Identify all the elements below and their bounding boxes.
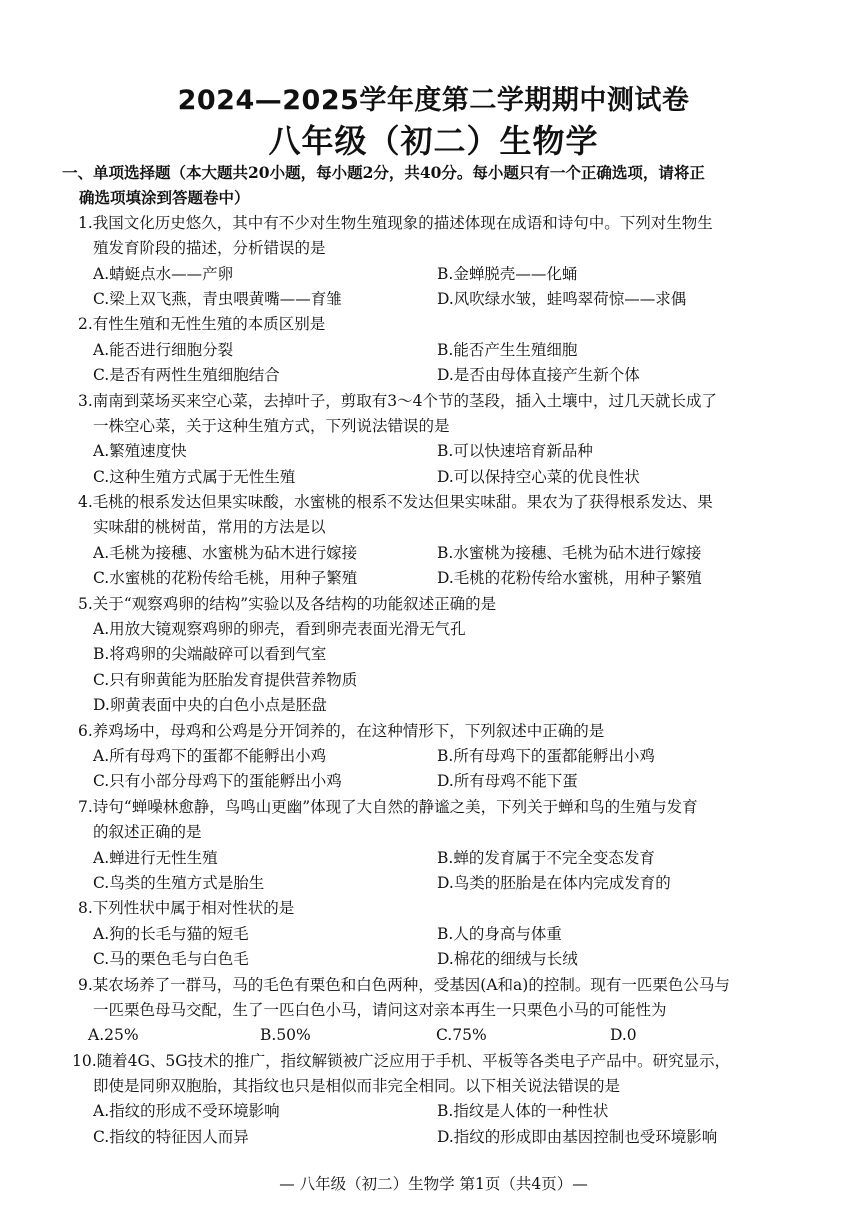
question-stem: 9.某农场养了一群马，马的毛色有栗色和白色两种，受基因(A和a)的控制。现有一匹栗色公马与 xyxy=(78,975,730,994)
option-b: B.人的身高与体重 xyxy=(437,924,562,943)
option-row xyxy=(0,1125,867,1150)
option-row xyxy=(0,744,867,769)
option-row xyxy=(0,262,867,287)
option-d: D.可以保持空心菜的优良性状 xyxy=(437,467,640,486)
question-stem: 1.我国文化历史悠久，其中有不少对生物生殖现象的描述体现在成语和诗句中。下列对生物生 xyxy=(78,213,713,232)
exam-subtitle: 八年级（初二）生物学 xyxy=(268,122,599,160)
section-heading: 一、单项选择题（本大题共20小题，每小题2分，共40分。每小题只有一个正确选项，请将正 xyxy=(62,163,705,182)
option-row xyxy=(0,1099,867,1124)
option-d: D.卵黄表面中央的白色小点是胚盘 xyxy=(93,696,327,715)
question-3 xyxy=(0,389,867,491)
option-b: B.所有母鸡下的蛋都能孵出小鸡 xyxy=(437,746,655,765)
option-a: A.所有母鸡下的蛋都不能孵出小鸡 xyxy=(93,746,327,765)
option-a: A.25% xyxy=(88,1026,139,1045)
option-row xyxy=(0,541,867,566)
question-8 xyxy=(0,896,867,972)
option-a: A.指纹的形成不受环境影响 xyxy=(93,1102,280,1121)
question-stem-cont: 殖发育阶段的描述，分析错误的是 xyxy=(93,239,326,258)
question-5 xyxy=(0,592,867,719)
option-a: A.繁殖速度快 xyxy=(93,442,187,461)
question-stem: 6.养鸡场中，母鸡和公鸡是分开饲养的，在这种情形下，下列叙述中正确的是 xyxy=(78,721,605,740)
option-a: A.毛桃为接穗、水蜜桃为砧木进行嫁接 xyxy=(93,543,358,562)
option-c: C.梁上双飞燕，青虫喂黄嘴——育雏 xyxy=(93,289,342,308)
option-c: C.鸟类的生殖方式是胎生 xyxy=(93,873,265,892)
question-4 xyxy=(0,490,867,592)
option-row xyxy=(0,439,867,464)
option-c: C.指纹的特征因人而异 xyxy=(93,1127,249,1146)
question-stem-cont: 一匹栗色母马交配，生了一匹白色小马，请问这对亲本再生一只栗色小马的可能性为 xyxy=(93,1000,667,1019)
question-stem: 2.有性生殖和无性生殖的本质区别是 xyxy=(78,315,326,334)
option-b: B.蝉的发育属于不完全变态发育 xyxy=(437,848,655,867)
question-stem-cont: 一株空心菜，关于这种生殖方式，下列说法错误的是 xyxy=(93,416,450,435)
option-d: D.棉花的细绒与长绒 xyxy=(437,950,578,969)
option-row xyxy=(0,1023,867,1048)
option-c: C.只有小部分母鸡下的蛋能孵出小鸡 xyxy=(93,772,342,791)
option-row xyxy=(0,338,867,363)
option-b: B.将鸡卵的尖端敲碎可以看到气室 xyxy=(93,645,327,664)
question-stem: 7.诗句“蝉噪林愈静，鸟鸣山更幽”体现了大自然的静谧之美，下列关于蝉和鸟的生殖与发育 xyxy=(78,797,698,816)
option-b: B.水蜜桃为接穗、毛桃为砧木进行嫁接 xyxy=(437,543,702,562)
option-d: D.指纹的形成即由基因控制也受环境影响 xyxy=(437,1127,718,1146)
page-footer: — 八年级（初二）生物学 第1页（共4页）— xyxy=(279,1175,588,1193)
option-b: B.金蝉脱壳——化蛹 xyxy=(437,264,578,283)
option-d: D.是否由母体直接产生新个体 xyxy=(437,366,640,385)
option-a: A.狗的长毛与猫的短毛 xyxy=(93,924,249,943)
question-stem-cont: 的叙述正确的是 xyxy=(93,823,202,842)
option-c: C.只有卵黄能为胚胎发育提供营养物质 xyxy=(93,670,358,689)
option-a: A.能否进行细胞分裂 xyxy=(93,340,234,359)
option-a: A.蜻蜓点水——产卵 xyxy=(93,264,234,283)
option-b: B.指纹是人体的一种性状 xyxy=(437,1102,609,1121)
question-stem: 8.下列性状中属于相对性状的是 xyxy=(78,899,295,918)
option-d: D.毛桃的花粉传给水蜜桃，用种子繁殖 xyxy=(437,569,702,588)
option-row xyxy=(0,922,867,947)
question-10 xyxy=(0,1049,867,1151)
option-d: D.鸟类的胚胎是在体内完成发育的 xyxy=(437,873,671,892)
option-c: C.马的栗色毛与白色毛 xyxy=(93,950,249,969)
option-row xyxy=(0,769,867,794)
question-7 xyxy=(0,795,867,897)
question-stem: 3.南南到菜场买来空心菜，去掉叶子，剪取有3～4个节的茎段，插入土壤中，过几天就长成了 xyxy=(78,391,718,410)
question-stem-cont: 即使是同卵双胞胎，其指纹也只是相似而非完全相同。以下相关说法错误的是 xyxy=(93,1077,621,1096)
option-row xyxy=(0,871,867,896)
option-row xyxy=(0,465,867,490)
option-b: B.可以快速培育新品种 xyxy=(437,442,593,461)
option-b: B.能否产生生殖细胞 xyxy=(437,340,578,359)
section-heading-cont: 确选项填涂到答题卷中） xyxy=(79,188,250,208)
option-c: C.75% xyxy=(436,1026,487,1045)
question-1 xyxy=(0,211,867,313)
question-stem: 4.毛桃的根系发达但果实味酸，水蜜桃的根系不发达但果实味甜。果农为了获得根系发达、果 xyxy=(78,493,713,512)
option-d: D.所有母鸡不能下蛋 xyxy=(437,772,578,791)
option-a: A.蝉进行无性生殖 xyxy=(93,848,218,867)
question-stem-cont: 实味甜的桃树苗，常用的方法是以 xyxy=(93,518,326,537)
exam-content xyxy=(0,160,867,1150)
exam-title: 2024—2025学年度第二学期期中测试卷 xyxy=(177,85,690,116)
option-row xyxy=(0,566,867,591)
option-c: C.是否有两性生殖细胞结合 xyxy=(93,366,280,385)
option-b: B.50% xyxy=(260,1026,311,1045)
question-stem: 10.随着4G、5G技术的推广，指纹解锁被广泛应用于手机、平板等各类电子产品中。研究显示， xyxy=(72,1051,731,1070)
option-row xyxy=(0,947,867,972)
question-9 xyxy=(0,973,867,1049)
option-d: D.0 xyxy=(610,1026,637,1045)
option-a: A.用放大镜观察鸡卵的卵壳，看到卵壳表面光滑无气孔 xyxy=(93,620,466,639)
option-c: C.水蜜桃的花粉传给毛桃，用种子繁殖 xyxy=(93,569,358,588)
question-6 xyxy=(0,719,867,795)
question-2 xyxy=(0,312,867,388)
option-c: C.这种生殖方式属于无性生殖 xyxy=(93,467,296,486)
option-row xyxy=(0,846,867,871)
question-stem: 5.关于“观察鸡卵的结构”实验以及各结构的功能叙述正确的是 xyxy=(78,594,497,613)
option-row xyxy=(0,287,867,312)
option-d: D.风吹绿水皱，蛙鸣翠荷惊——求偶 xyxy=(437,289,687,308)
option-row xyxy=(0,363,867,388)
